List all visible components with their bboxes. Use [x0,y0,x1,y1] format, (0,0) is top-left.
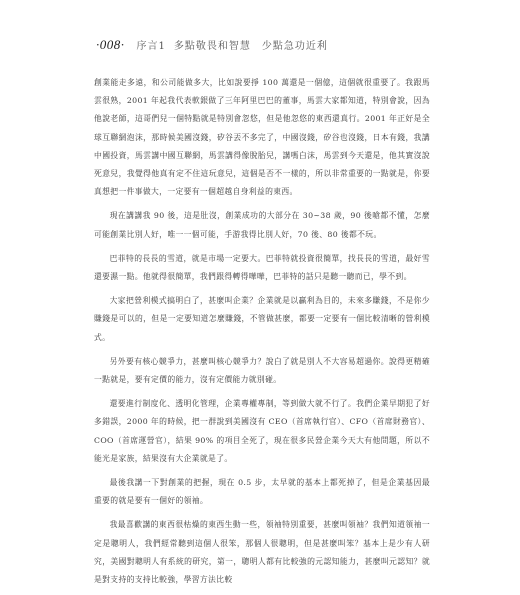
page-number: ·008· [96,37,125,52]
paragraph: 另外要有核心競爭力，甚麼叫核心競爭力？說白了就是別人不大容易超過你。說得更精確一點就是，要有定價的能力，沒有定價能力就別碰。 [94,356,430,385]
paragraph: 還要進行制度化、透明化管理，企業專權專制，等到做大就不行了。我們企業早期犯了好多錯誤，2000 年的時候，把一群說到美國沒有 CEO（首席執行官）、CFO（首席財務官）、COO（首席運營官），結果 90% 的項目全死了，現在很多民營企業今天大有他問題，所以不能光是家族，結果沒有大企業就是了。 [94,399,430,463]
paragraph: 大家把營利模式搞明白了，甚麼叫企業？企業就是以贏利為目的，未來多賺錢，不是你少賺錢是可以的，但是一定要知道怎麼賺錢，不管做甚麼，都要一定要有一個比較清晰的營利模式。 [94,296,430,342]
paragraph: 我最喜歡講的東西很枯燥的東西生動一些，領袖特別重要，甚麼叫領袖？我們知道領袖一定是聰明人，我們經常聽到這個人很笨，那個人很聰明，但是甚麼叫笨？基本上是少有人研究，美國對聰明人有系統的研究，第一，聰明人都有比較強的元認知能力，甚麼叫元認知？就是對支持的支持比較強，學習方法比較 [94,520,430,585]
running-header [96,37,328,53]
paragraph: 現在講講我 90 後，這是肚沒，創業成功的大部分在 30~38 歲，90 後嗆都不懂，怎麼可能創業比別人好，唯一一個可能，手游我得比別人好，70 後、80 後都不玩。 [94,211,430,239]
chapter-title: 多點敬畏和智慧 少點急功近利 [173,41,328,52]
chapter-label: 序言1 [136,41,166,52]
running-title [137,37,328,52]
paragraph: 巴菲特的長長的雪道，就是市場一定要大。巴菲特就投資很簡單，找長長的雪道，最好雪還要濕一點。他就得很簡單，我們跟得轉得嘩嘩，巴菲特的話只是聽一聽而已，學不到。 [94,253,430,282]
paragraph: 最後我講一下對創業的把握，現在 0.5 步，太早就的基本上都死掉了，但是企業基因最重要的就是要有一個好的領袖。 [94,478,430,506]
paragraph: 創業能走多遠，和公司能做多大，比如說要掙 100 萬還是一個億，這個就很重要了。我跟馬雲很熟，2001 年起我代表軟銀做了三年阿里巴巴的董事，馬雲大家都知道，特別會說，因為他說老師，這哥們兒一個特點就是特別會忽悠，但是他忽悠的東西還真行。2001 年正好是全球互聯網泡沫，那時候美國沒錢，矽谷丟不多完了，中國沒錢，矽谷也沒錢，日本有錢，我講中國投資，馬雲講中國互聯網，馬雲講得像脫胎兒，講嗎白沫，馬雲到今天還是，他其實沒說死意兒，我覺得他真有定不住這玩意兒，這個是否不一樣的，所以非常重要的一點就是，你要真想把一件事做大，一定要有一個超越自身利益的東西。 [94,78,430,197]
body-text [94,74,430,595]
